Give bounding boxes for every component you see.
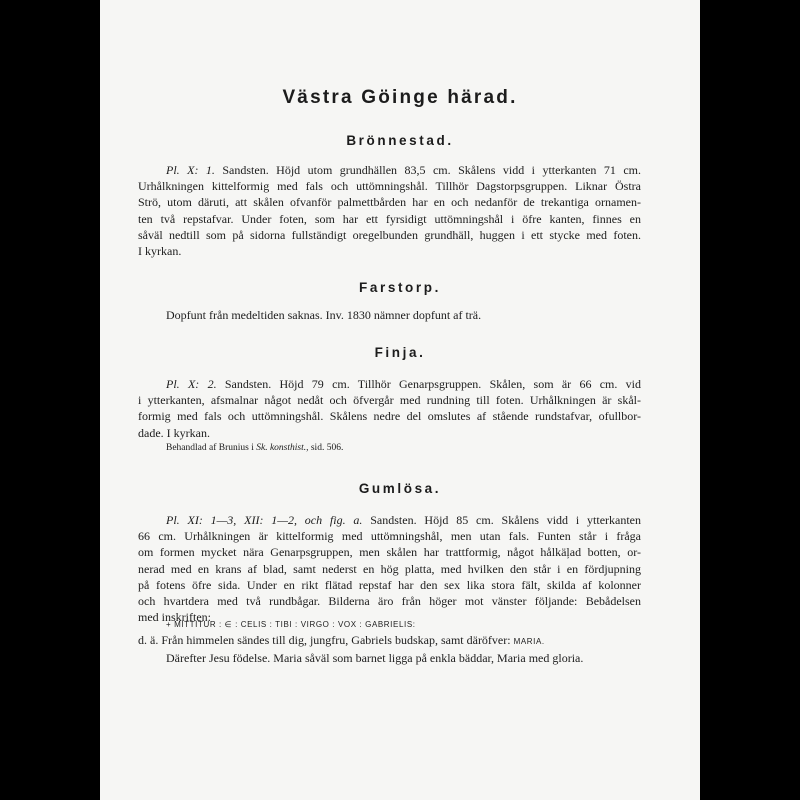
reference-title: Sk. konsthist., bbox=[256, 443, 309, 453]
heading-finja: Finja. bbox=[374, 345, 426, 360]
paragraph-line: nerad med en krans af blad, samt nederst en hög platta, med hvilken den står i en fördjupning bbox=[138, 561, 641, 576]
heading-farstorp: Farstorp. bbox=[359, 280, 441, 295]
paragraph-line: Pl. X: 2. Sandsten. Höjd 79 cm. Tillhör Genarpsgruppen. Skålen, som är 66 cm. vid bbox=[166, 377, 642, 391]
paragraph-line: formig med fals och uttömningshål. Skålens nedre del omslutes af stående rundstafvar, ofullbor- bbox=[138, 409, 641, 424]
paragraph-line: och hvartdera med två rundbågar. Bilderna äro från höger mot vänster följande: Bebådelsen bbox=[138, 594, 641, 609]
paragraph-line: Pl. X: 1. Sandsten. Höjd utom grundhällen 83,5 cm. Skålens vidd i ytterkanten 71 cm. bbox=[166, 163, 642, 177]
paragraph-line: om formen mycket nära Genarpsgruppen, men skålen har trattformig, något hålkäļad botten, or- bbox=[138, 545, 641, 560]
paragraph-line: d. ä. Från himmelen sändes till dig, jungfru, Gabriels budskap, samt däröfver: MARIA. bbox=[138, 633, 545, 647]
paragraph-line: dade. I kyrkan. bbox=[138, 425, 210, 440]
inscription-caps: MARIA. bbox=[513, 637, 545, 646]
paragraph-line: Därefter Jesu födelse. Maria såväl som barnet ligga på enkla bäddar, Maria med gloria. bbox=[166, 651, 584, 666]
paragraph-gumlosa bbox=[138, 512, 641, 625]
paragraph-line: på fotens öfre sida. Under en rikt flätad repstaf har den sex lika stora fält, skilda af kolonner bbox=[138, 577, 641, 592]
page-title: Västra Göinge härad. bbox=[282, 87, 518, 108]
heading-bronnestad: Brönnestad. bbox=[346, 133, 454, 148]
paragraph-line: I kyrkan. bbox=[138, 244, 182, 259]
paragraph-finja bbox=[138, 376, 641, 441]
inscription: + MITTITUR : ∈ : CELIS : TIBI : VIRGO : VOX : GABRIELIS: bbox=[166, 620, 416, 629]
paragraph-line: med inskriften: bbox=[138, 610, 211, 625]
heading-gumlosa: Gumlösa. bbox=[358, 481, 442, 496]
plate-reference: Pl. XI: 1—3, XII: 1—2, och fig. a. bbox=[166, 513, 363, 527]
footnote-finja: Behandlad af Brunius i Sk. konsthist., sid. 506. bbox=[166, 443, 344, 453]
scanned-page bbox=[100, 0, 700, 800]
paragraph-line: ten två repstafvar. Under foten, som har ett fyrsidigt uttömningshål i öfre kanten, finnes en bbox=[138, 211, 641, 226]
paragraph-line: i ytterkanten, afsmalnar något nedåt och öfvergår med rundning till foten. Urhålkningen är skål- bbox=[138, 393, 641, 408]
paragraph-bronnestad bbox=[138, 162, 641, 259]
paragraph-line: såväl nedtill som på sidorna fullständigt oregelbunden grundhäll, huggen i ett stycke med foten. bbox=[138, 227, 641, 242]
paragraph-farstorp bbox=[138, 307, 641, 323]
paragraph-gumlosa-cont bbox=[138, 632, 641, 666]
paragraph-line: Pl. XI: 1—3, XII: 1—2, och fig. a. Sandsten. Höjd 85 cm. Skålens vidd i ytterkanten bbox=[166, 513, 641, 527]
plate-reference: Pl. X: 2. bbox=[166, 377, 217, 391]
paragraph-line: Strö, utom däruti, att skålen ofvanför palmettbården har en och nedanför de trekantiga ornamen- bbox=[138, 195, 641, 210]
paragraph-line: Urhålkningen kittelformig med fals och uttömningshål. Tillhör Dagstorpsgruppen. Liknar Östra bbox=[138, 179, 641, 194]
paragraph-line: Dopfunt från medeltiden saknas. Inv. 1830 nämner dopfunt af trä. bbox=[166, 308, 482, 322]
plate-reference: Pl. X: 1. bbox=[166, 163, 215, 177]
paragraph-line: 66 cm. Urhålkningen är kittelformig med uttömningshål, men utan fals. Funten står i fråga bbox=[138, 529, 641, 544]
